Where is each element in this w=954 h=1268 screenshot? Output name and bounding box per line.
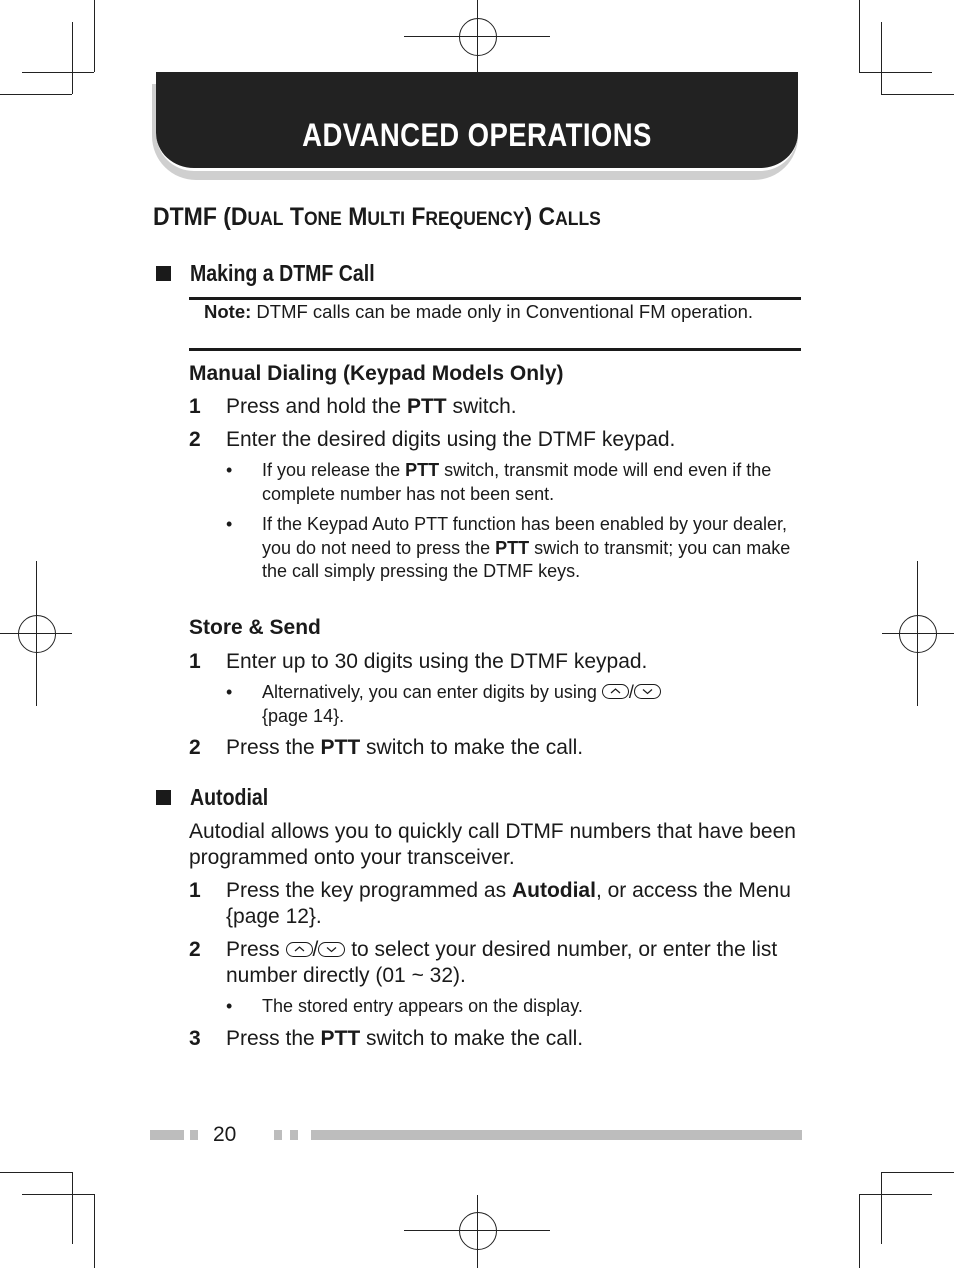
step-text: Press / to select your desired number, or enter the list number directly (01 ~ 32). <box>226 938 778 987</box>
square-bullet-icon <box>156 266 171 281</box>
step-text: Enter the desired digits using the DTMF keypad. <box>226 428 676 451</box>
bullet-dot: • <box>226 460 233 480</box>
section-title: DTMF (DUAL TONE MULTI FREQUENCY) CALLS <box>153 203 601 231</box>
bullet-text: The stored entry appears on the display. <box>262 996 583 1016</box>
bullet-dot: • <box>226 682 233 702</box>
bullet-text: If the Keypad Auto PTT function has been enabled by your dealer, you do not need to press the PTT swich to transmit; you can make the call simply pressing the DTMF keys. <box>262 514 791 581</box>
step-number: 2 <box>189 428 201 451</box>
up-arrow-key-icon <box>286 942 313 957</box>
step-number: 1 <box>189 650 201 673</box>
bullet-text: If you release the PTT switch, transmit mode will end even if the complete number has not been sent. <box>262 460 772 504</box>
chapter-title: ADVANCED OPERATIONS <box>302 117 652 153</box>
footer-bar <box>311 1130 802 1140</box>
step-number: 3 <box>189 1027 201 1050</box>
store-send-heading: Store & Send <box>189 616 321 639</box>
note-text: DTMF calls can be made only in Conventional FM operation. <box>251 301 754 322</box>
autodial-heading: Autodial <box>190 784 269 810</box>
note-box <box>204 301 794 323</box>
manual-dialing-heading: Manual Dialing (Keypad Models Only) <box>189 362 564 385</box>
footer-bar-segment <box>190 1130 198 1140</box>
step-text: Press the PTT switch to make the call. <box>226 736 584 759</box>
step-text: Enter up to 30 digits using the DTMF keypad. <box>226 650 648 673</box>
step-number: 1 <box>189 879 201 902</box>
footer-bar-segment <box>150 1130 184 1140</box>
note-top-rule <box>189 297 801 300</box>
footer-bar-segment <box>290 1130 298 1140</box>
square-bullet-icon <box>156 790 171 805</box>
footer-bar-segment <box>274 1130 282 1140</box>
step-number: 2 <box>189 938 201 961</box>
bullet-text: Alternatively, you can enter digits by using / {page 14}. <box>262 681 807 728</box>
up-arrow-key-icon <box>602 684 629 699</box>
bullet-dot: • <box>226 996 233 1016</box>
autodial-intro: Autodial allows you to quickly call DTMF numbers that have been programmed onto your transceiver. <box>189 820 796 869</box>
step-text: Press the PTT switch to make the call. <box>226 1027 584 1050</box>
bullet-dot: • <box>226 514 233 534</box>
note-label: Note: <box>204 301 252 322</box>
down-arrow-key-icon <box>318 942 345 957</box>
step-number: 1 <box>189 395 201 418</box>
making-call-heading: Making a DTMF Call <box>190 260 375 286</box>
step-text: Press the key programmed as Autodial, or access the Menu {page 12}. <box>226 879 791 928</box>
note-bottom-rule <box>189 348 801 351</box>
step-text: Press and hold the PTT switch. <box>226 395 517 418</box>
step-number: 2 <box>189 736 201 759</box>
down-arrow-key-icon <box>634 684 661 699</box>
page-number: 20 <box>213 1123 237 1146</box>
